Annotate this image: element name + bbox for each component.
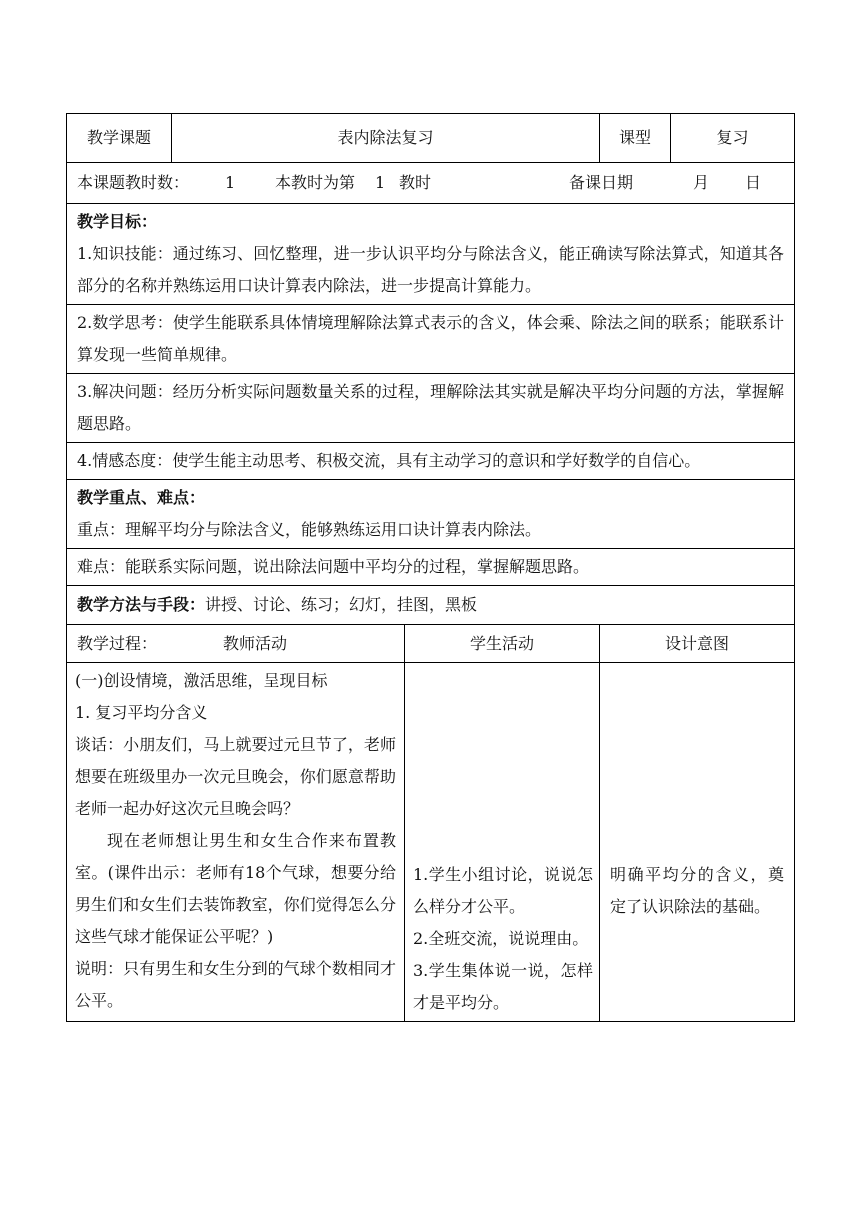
focus-text: 重点：理解平均分与除法含义，能够熟练运用口诀计算表内除法。 — [77, 520, 542, 539]
month-label: 月 — [693, 173, 710, 192]
design-intent-cell — [600, 663, 795, 1022]
hours-value: 1 — [225, 173, 236, 192]
student-line-1: 1.学生小组讨论，说说怎么样分才公平。 — [413, 865, 594, 916]
teacher-line-2: 1. 复习平均分含义 — [75, 703, 208, 722]
objective-row-2 — [67, 305, 795, 374]
current-label: 本教时为第 — [275, 173, 356, 192]
teacher-line-3: 谈话：小朋友们，马上就要过元旦节了，老师想要在班级里办一次元旦晚会，你们愿意帮助老师一起办好这次元旦晚会吗？ — [75, 735, 396, 818]
date-label: 备课日期 — [569, 173, 634, 192]
key-points-title: 教学重点、难点： — [77, 488, 206, 507]
design-intent-header: 设计意图 — [600, 625, 795, 663]
difficulty-row — [67, 549, 795, 586]
methods-row — [67, 586, 795, 625]
objective-item-3: 3.解决问题：经历分析实际问题数量关系的过程，理解除法其实就是解决平均分问题的方法，掌握解题思路。 — [77, 382, 785, 433]
objective-item-4: 4.情感态度：使学生能主动思考、积极交流，具有主动学习的意识和学好数学的自信心。 — [77, 451, 701, 470]
methods-value: 讲授、讨论、练习；幻灯，挂图，黑板 — [205, 595, 478, 614]
methods-label: 教学方法与手段： — [77, 595, 206, 614]
topic-label: 教学课题 — [67, 114, 172, 163]
objective-item-1: 1.知识技能：通过练习、回忆整理，进一步认识平均分与除法含义，能正确读写除法算式，知道其各部分的名称并熟练运用口诀计算表内除法，进一步提高计算能力。 — [77, 244, 785, 295]
lesson-plan-table — [66, 113, 795, 1022]
day-label: 日 — [745, 173, 762, 192]
type-label: 课型 — [600, 114, 671, 163]
teacher-line-4: 现在老师想让男生和女生合作来布置教室。(课件出示：老师有18个气球，想要分给男生们和女生们去装饰教室，你们觉得怎么分这些气球才能保证公平呢？) — [75, 831, 396, 946]
objective-row-3 — [67, 374, 795, 443]
topic-value: 表内除法复习 — [172, 114, 600, 163]
student-line-2: 2.全班交流，说说理由。 — [413, 929, 589, 948]
teacher-line-1: (一)创设情境，激活思维，呈现目标 — [75, 671, 328, 690]
hours-label: 本课题教时数： — [77, 173, 190, 192]
process-label: 教学过程： — [77, 633, 158, 653]
student-activity-header: 学生活动 — [405, 625, 600, 663]
teacher-column-header — [67, 625, 405, 663]
teacher-line-5: 说明：只有男生和女生分到的气球个数相同才公平。 — [75, 959, 396, 1010]
objectives-title: 教学目标： — [77, 212, 158, 231]
objective-row-4 — [67, 443, 795, 480]
lesson-plan-document — [66, 113, 794, 1022]
student-activity-cell — [405, 663, 600, 1022]
lesson-hours-row — [67, 163, 795, 204]
teacher-activity-cell — [67, 663, 405, 1022]
difficulty-text: 难点：能联系实际问题，说出除法问题中平均分的过程，掌握解题思路。 — [77, 557, 590, 576]
objectives-section — [67, 204, 795, 305]
type-value: 复习 — [671, 114, 795, 163]
current-suffix: 教时 — [399, 173, 432, 192]
design-intent-text: 明确平均分的含义，奠定了认识除法的基础。 — [610, 865, 785, 916]
objective-item-2: 2.数学思考：使学生能联系具体情境理解除法算式表示的含义，体会乘、除法之间的联系；能联系计算发现一些简单规律。 — [77, 313, 785, 364]
key-points-section — [67, 480, 795, 549]
current-value: 1 — [375, 173, 386, 192]
student-line-3: 3.学生集体说一说，怎样才是平均分。 — [413, 961, 594, 1012]
teacher-activity-header: 教师活动 — [223, 633, 288, 653]
